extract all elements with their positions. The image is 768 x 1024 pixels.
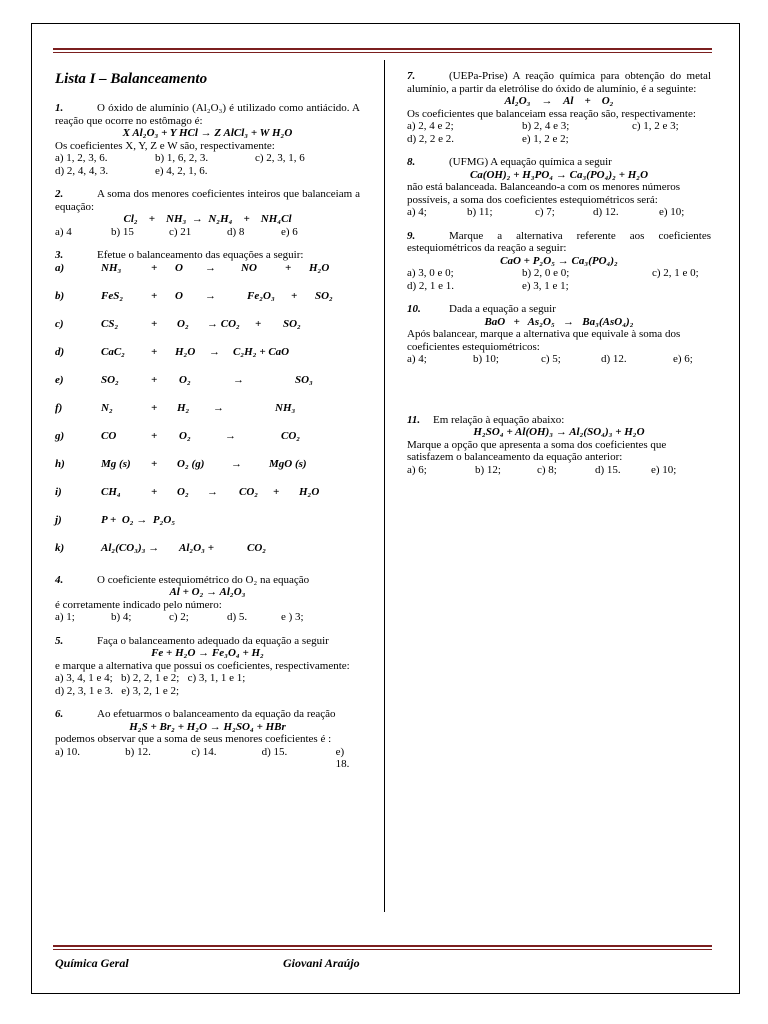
- option-d: d) 12.: [601, 353, 627, 365]
- equation-item: [55, 346, 360, 374]
- options-row-1: a) 3, 4, 1 e 4; b) 2, 2, 1 e 2; c) 3, 1, 1 e 1;: [55, 672, 246, 684]
- options-row-1: [407, 120, 711, 133]
- equation-term: O: [175, 261, 183, 274]
- equation-item: [55, 318, 360, 346]
- item-label: f): [55, 401, 63, 414]
- option-e: e) 3, 1 e 1;: [522, 279, 569, 292]
- question-text-2: e marque a alternativa que possui os coeficientes, respectivamente:: [55, 659, 350, 672]
- question-text-2: Os coeficientes que balanceiam essa reação são, respectivamente:: [407, 107, 696, 120]
- option-b: b) 11;: [467, 206, 493, 218]
- option-b: b) 1, 6, 2, 3.: [155, 152, 209, 164]
- question-number: 9.: [407, 229, 416, 242]
- question-number: 8.: [407, 156, 416, 168]
- equation-term: CH₄: [101, 485, 121, 498]
- item-label: d): [55, 345, 65, 358]
- equation: H₂SO₄ + Al(OH)₃ → Al₂(SO₄)₃ + H₂O: [473, 426, 645, 438]
- option-e: e ) 3;: [281, 611, 304, 623]
- equation-term: Al₂O₃ +: [179, 541, 215, 554]
- question-text: O coeficiente estequiométrico do O₂ na equação: [97, 573, 310, 586]
- equation-item: [55, 486, 360, 514]
- equation-term: +: [285, 261, 292, 274]
- equation-term: +: [151, 317, 158, 330]
- question-number: 2.: [55, 188, 64, 200]
- equation-term: H₂: [177, 401, 190, 414]
- item-label: j): [55, 513, 62, 526]
- question-4: [55, 574, 360, 624]
- equation-term: CO₂: [281, 429, 301, 442]
- option-a: a) 10.: [55, 745, 81, 758]
- option-d: d) 8: [227, 225, 245, 238]
- equation-term: +: [255, 317, 262, 330]
- equation: Al₂O₃ → Al + O₂: [504, 95, 614, 107]
- equation-term: N₂: [101, 401, 113, 414]
- equation-item: [55, 262, 360, 290]
- equation-term: +: [151, 485, 158, 498]
- question-5: [55, 635, 360, 698]
- option-d: d) 2, 2 e 2.: [407, 132, 455, 145]
- option-b: b) 15: [111, 225, 134, 238]
- option-b: b) 4;: [111, 611, 132, 623]
- question-10: [407, 303, 711, 366]
- option-e: e) 1, 2 e 2;: [522, 132, 569, 145]
- equation-term: CaC₂: [101, 345, 126, 358]
- option-c: c) 2, 1 e 0;: [652, 267, 699, 279]
- equation: Cl₂ + NH₃ → N₂H₄ + NH₄Cl: [123, 213, 292, 225]
- options-row-2: [55, 165, 360, 178]
- equation-item: [55, 430, 360, 458]
- item-label: k): [55, 541, 65, 554]
- option-d: d) 2, 4, 4, 3.: [55, 164, 109, 177]
- question-text-2: Após balancear, marque a alternativa que equivale à soma dos coeficientes estequiométricos:: [407, 328, 681, 353]
- equation-term: SO₃: [295, 373, 313, 386]
- footer-rule: [53, 945, 712, 950]
- question-number: 3.: [55, 249, 64, 261]
- equation-term: +: [151, 345, 158, 358]
- item-label: a): [55, 261, 65, 274]
- item-label: g): [55, 429, 65, 442]
- footer-author: Giovani Araújo: [283, 956, 360, 970]
- option-b: b) 10;: [473, 353, 499, 365]
- question-8: [407, 156, 711, 219]
- equation-term: →: [207, 485, 218, 498]
- option-b: b) 2, 0 e 0;: [522, 267, 570, 279]
- option-d: d) 15.: [261, 745, 288, 758]
- header-rule: [53, 48, 712, 53]
- equation-term: Fe₂O₃: [247, 289, 275, 302]
- equation-term: CS₂: [101, 317, 119, 330]
- equation-term: →: [213, 401, 224, 414]
- option-b: b) 12.: [125, 745, 151, 758]
- equation: Al + O₂ → Al₂O₃: [169, 586, 246, 598]
- options-row: [407, 206, 711, 219]
- option-a: a) 6;: [407, 463, 427, 476]
- option-a: a) 3, 0 e 0;: [407, 267, 454, 279]
- option-c: c) 5;: [541, 353, 561, 365]
- equation-term: O: [175, 289, 183, 302]
- options-row: [407, 464, 711, 477]
- equation-term: Mg (s): [101, 457, 131, 470]
- equation-term: NH₃: [101, 261, 122, 274]
- question-number: 7.: [407, 70, 416, 82]
- question-number: 1.: [55, 102, 64, 114]
- question-text: (UEPa-Prise) A reação química para obtenção do metal alumínio, a partir da eletrólise do óxido de alumínio, é a seguinte:: [407, 70, 711, 95]
- equation-term: H₂O: [309, 261, 330, 274]
- item-label: e): [55, 373, 64, 386]
- options-row: [407, 353, 711, 366]
- options-row-2: d) 2, 3, 1 e 3. e) 3, 2, 1 e 2;: [55, 684, 180, 697]
- question-9: [407, 230, 711, 293]
- equation-term: SO₂: [315, 289, 333, 302]
- option-a: a) 4;: [407, 206, 427, 218]
- question-number: 10.: [407, 303, 421, 315]
- option-c: c) 7;: [535, 206, 555, 218]
- options-row-2: [407, 280, 711, 293]
- question-7: [407, 70, 711, 145]
- equation-term: →: [209, 345, 220, 358]
- equation-term: SO₂: [101, 373, 119, 386]
- option-d: d) 2, 1 e 1.: [407, 279, 455, 292]
- equation-term: NH₃: [275, 401, 296, 414]
- option-e: e) 6: [281, 225, 298, 238]
- option-e: e) 6;: [673, 353, 693, 365]
- equation-term: +: [151, 401, 158, 414]
- equation-term: +: [273, 485, 280, 498]
- question-text: Faça o balanceamento adequado da equação a seguir: [97, 634, 329, 647]
- option-d: d) 12.: [593, 206, 619, 218]
- equation-term: +: [151, 457, 158, 470]
- option-e: e) 4, 2, 1, 6.: [155, 164, 208, 177]
- equation-item: [55, 542, 360, 570]
- options-row-1: [55, 152, 360, 165]
- equation-item: [55, 290, 360, 318]
- option-b: b) 12;: [475, 463, 501, 476]
- options-row-2: [407, 133, 711, 146]
- equation-term: O₂ (g): [177, 457, 205, 470]
- option-b: b) 2, 4 e 3;: [522, 120, 570, 132]
- item-label: i): [55, 485, 62, 498]
- equation-term: →: [225, 429, 236, 442]
- equation-term: +: [151, 429, 158, 442]
- equation-term: +: [151, 261, 158, 274]
- equation-term: P + O₂ → P₂O₅: [101, 513, 176, 526]
- question-text: Ao efetuarmos o balanceamento da equação da reação: [97, 708, 336, 720]
- equation-term: H₂O: [175, 345, 196, 358]
- question-text-2: é corretamente indicado pelo número:: [55, 598, 222, 611]
- question-number: 11.: [407, 413, 421, 426]
- option-c: c) 2, 3, 1, 6: [255, 152, 305, 164]
- equation-term: +: [151, 289, 158, 302]
- question-text: Dada a equação a seguir: [449, 303, 556, 315]
- options-row: [55, 611, 360, 624]
- equation-term: CO: [101, 429, 117, 442]
- question-3: [55, 249, 360, 570]
- column-divider: [384, 60, 385, 912]
- equation-term: O₂: [179, 429, 191, 442]
- question-6: [55, 708, 360, 771]
- equation-item: [55, 458, 360, 486]
- equation-term: FeS₂: [101, 289, 124, 302]
- equation-list: [55, 262, 360, 570]
- equation-item: [55, 374, 360, 402]
- option-c: c) 2;: [169, 611, 189, 623]
- equation-item: [55, 514, 360, 542]
- item-label: c): [55, 317, 64, 330]
- equation-term: →: [205, 261, 216, 274]
- equation-term: +: [151, 373, 158, 386]
- right-column: [407, 70, 711, 487]
- equation-term: O₂: [177, 317, 189, 330]
- options-row-1: [407, 267, 711, 280]
- question-text: Efetue o balanceamento das equações a seguir:: [97, 249, 304, 261]
- equation: Fe + H₂O → Fe₃O₄ + H₂: [151, 647, 264, 659]
- equation-item: [55, 402, 360, 430]
- left-column: [55, 70, 360, 782]
- option-c: c) 1, 2 e 3;: [632, 120, 679, 132]
- equation-term: O₂: [177, 485, 189, 498]
- option-c: c) 21: [169, 225, 192, 238]
- equation-term: SO₂: [283, 317, 301, 330]
- equation-term: +: [291, 289, 298, 302]
- question-text: Em relação à equação abaixo:: [433, 413, 565, 426]
- page-title: Lista I – Balanceamento: [55, 71, 208, 87]
- question-text-2: Os coeficientes X, Y, Z e W são, respectivamente:: [55, 139, 275, 152]
- option-a: a) 4: [55, 225, 72, 238]
- equation-term: →: [231, 457, 242, 470]
- equation-term: →: [205, 289, 216, 302]
- equation: BaO + As₂O₅ → Ba₃(AsO₄)₂: [484, 315, 634, 328]
- option-d: d) 15.: [595, 463, 621, 476]
- equation-term: CO₂: [239, 485, 259, 498]
- equation-term: NO: [241, 261, 257, 274]
- question-text: (UFMG) A equação química a seguir: [449, 156, 612, 168]
- equation-term: O₂: [179, 373, 191, 386]
- question-number: 6.: [55, 708, 64, 720]
- equation: CaO + P₂O₅ → Ca₃(PO₄)₂: [500, 254, 618, 267]
- options-row: [55, 226, 360, 239]
- option-e: e) 10;: [659, 206, 685, 218]
- equation-term: Al₂(CO₃)₃ →: [101, 541, 160, 554]
- question-text-2: Marque a opção que apresenta a soma dos coeficientes que satisfazem o balanceamento da equação anterior:: [407, 438, 667, 463]
- equation: H₂S + Br₂ + H₂O → H₂SO₄ + HBr: [129, 720, 286, 733]
- equation-term: MgO (s): [269, 457, 307, 470]
- equation-term: → CO₂: [207, 317, 240, 330]
- option-d: d) 5.: [227, 611, 248, 623]
- equation-term: →: [233, 373, 244, 386]
- question-11: [407, 414, 711, 477]
- option-a: a) 2, 4 e 2;: [407, 120, 454, 132]
- equation-term: H₂O: [299, 485, 320, 498]
- option-a: a) 1, 2, 3, 6.: [55, 152, 108, 164]
- item-label: b): [55, 289, 65, 302]
- footer-course: Química Geral: [55, 956, 129, 970]
- equation-term: CO₂: [247, 541, 267, 554]
- option-e: e) 10;: [651, 463, 677, 476]
- option-c: c) 8;: [537, 463, 557, 476]
- option-e: e) 18.: [335, 745, 350, 770]
- question-text-2: podemos observar que a soma de seus menores coeficientes é :: [55, 733, 332, 745]
- question-number: 5.: [55, 634, 64, 647]
- question-1: [55, 102, 360, 177]
- question-text: Marque a alternativa referente aos coeficientes estequiométricos da reação a seguir:: [407, 229, 711, 254]
- item-label: h): [55, 457, 65, 470]
- equation: X Al₂O₃ + Y HCl → Z AlCl₃ + W H₂O: [122, 127, 293, 139]
- question-2: [55, 188, 360, 238]
- question-number: 4.: [55, 573, 64, 586]
- question-text-2: não está balanceada. Balanceando-a com os menores números possíveis, a soma dos coeficientes estequiométricos será:: [407, 181, 681, 206]
- question-text: A soma dos menores coeficientes inteiros que balanceiam a equação:: [55, 188, 360, 213]
- option-a: a) 4;: [407, 353, 427, 365]
- option-a: a) 1;: [55, 611, 75, 623]
- option-c: c) 14.: [191, 745, 217, 758]
- question-text: O óxido de alumínio (Al₂O₃) é utilizado como antiácido. A reação que ocorre no estômago é:: [55, 102, 360, 127]
- equation-term: C₂H₂ + CaO: [233, 345, 290, 358]
- equation: Ca(OH)₂ + H₃PO₄ → Ca₃(PO₄)₂ + H₂O: [469, 168, 649, 181]
- options-row: [55, 746, 360, 771]
